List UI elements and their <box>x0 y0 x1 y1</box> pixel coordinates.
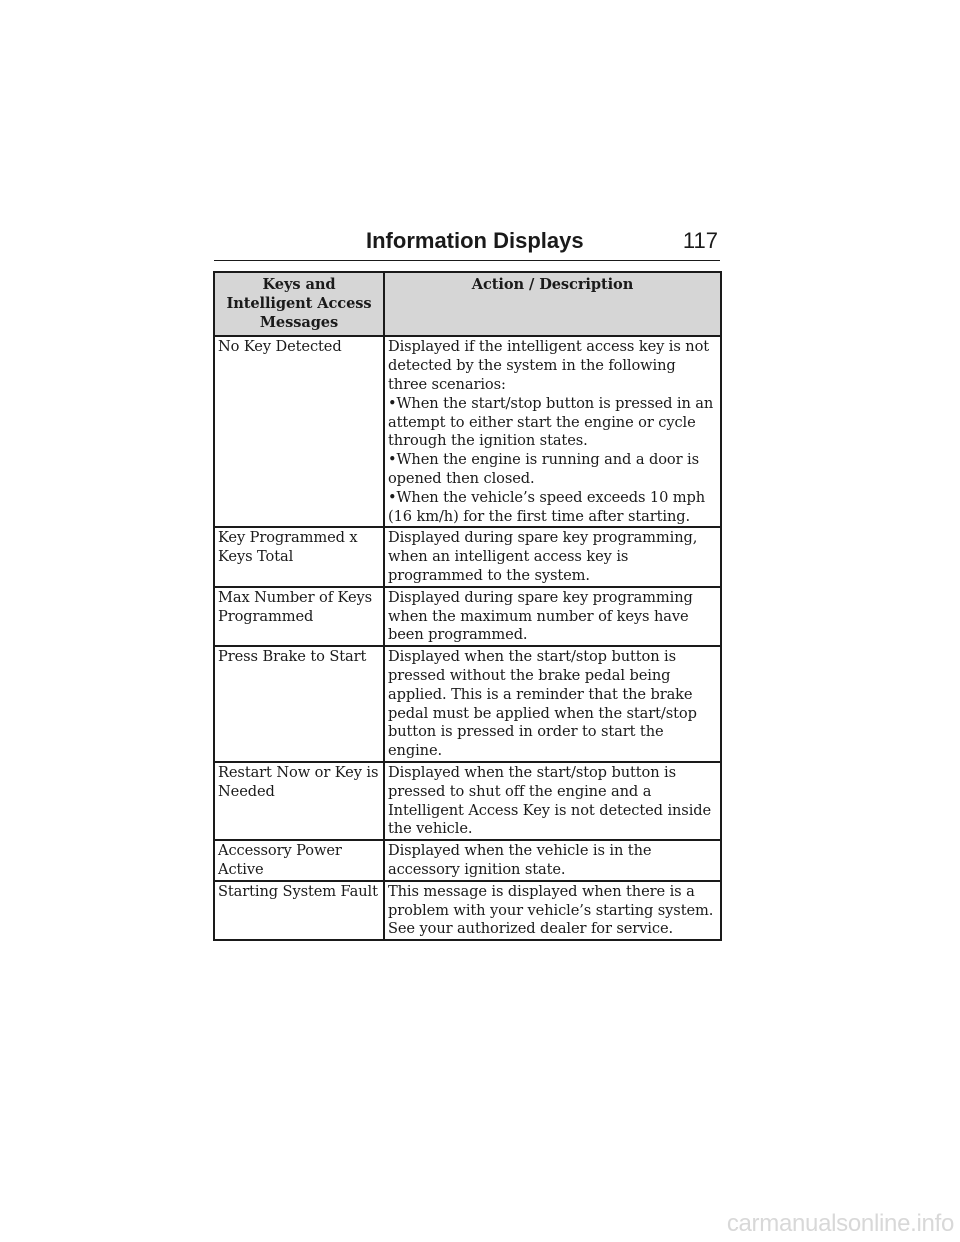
message-cell: Key Programmed x Keys Total <box>214 527 384 586</box>
message-cell: Max Number of Keys Programmed <box>214 587 384 646</box>
description-cell <box>384 336 721 527</box>
table-row <box>214 646 721 762</box>
description-cell <box>384 587 721 646</box>
watermark: carmanualsonline.info <box>726 1210 954 1237</box>
description-cell <box>384 840 721 881</box>
message-cell: Restart Now or Key is Needed <box>214 762 384 840</box>
description-bullet: •When the engine is running and a door is opened then closed. <box>388 451 699 487</box>
page-header <box>214 226 720 261</box>
description-paragraph: Displayed if the intelligent access key is not detected by the system in the following three scenarios: <box>388 338 710 393</box>
column-header-description: Action / Description <box>384 272 721 336</box>
page-number: 117 <box>682 228 718 253</box>
table-row <box>214 881 721 940</box>
description-bullet: •When the start/stop button is pressed in an attempt to either start the engine or cycle through the ignition states. <box>388 394 714 450</box>
description-cell <box>384 881 721 940</box>
description-bullet: •When the vehicle’s speed exceeds 10 mph (16 km/h) for the first time after starting. <box>388 488 706 525</box>
messages-table <box>213 271 722 941</box>
description-cell <box>384 646 721 762</box>
section-title: Information Displays <box>366 228 584 253</box>
table-row <box>214 527 721 586</box>
table-row <box>214 840 721 881</box>
description-paragraph: Displayed during spare key programming, when an intelligent access key is programmed to the system. <box>388 529 698 584</box>
description-paragraph: This message is displayed when there is a problem with your vehicle’s starting system. See your authorized dealer for service. <box>388 882 714 938</box>
table-row <box>214 336 721 527</box>
description-paragraph: Displayed during spare key programming when the maximum number of keys have been programmed. <box>388 588 693 644</box>
description-cell <box>384 527 721 586</box>
message-cell: Accessory Power Active <box>214 840 384 881</box>
table-row <box>214 762 721 840</box>
message-cell: Press Brake to Start <box>214 646 384 762</box>
message-cell: No Key Detected <box>214 336 384 527</box>
description-cell <box>384 762 721 840</box>
description-paragraph: Displayed when the vehicle is in the accessory ignition state. <box>388 842 652 878</box>
table-header-row <box>214 272 721 336</box>
table-row <box>214 587 721 646</box>
description-paragraph: Displayed when the start/stop button is pressed to shut off the engine and a Intelligent Access Key is not detected inside the vehicle. <box>388 763 712 838</box>
column-header-messages: Keys and Intelligent Access Messages <box>214 272 384 336</box>
description-paragraph: Displayed when the start/stop button is pressed without the brake pedal being applied. This is a reminder that the brake pedal must be applied when the start/stop button is pressed in order to start the engine. <box>388 648 697 760</box>
message-cell: Starting System Fault <box>214 881 384 940</box>
